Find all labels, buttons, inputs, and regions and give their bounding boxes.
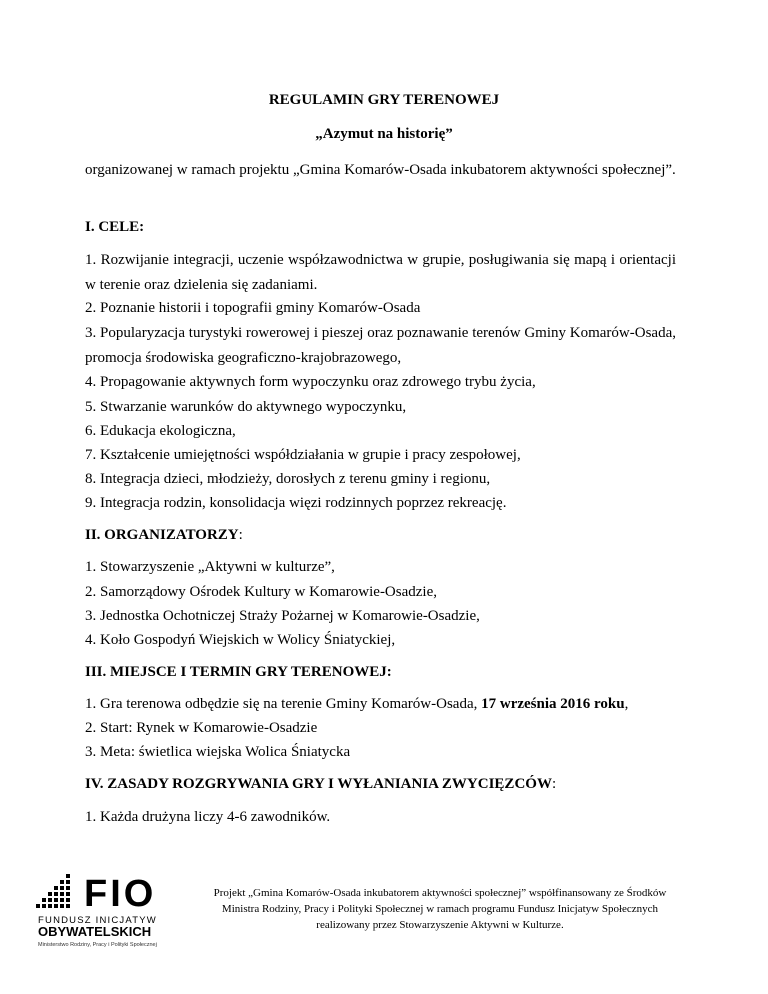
list-item: 2. Start: Rynek w Komarowie-Osadzie — [85, 720, 318, 736]
list-item: 3. Jednostka Ochotniczej Straży Pożarnej w Komarowie-Osadzie, — [85, 608, 480, 624]
document-title: REGULAMIN GRY TERENOWEJ — [268, 92, 500, 108]
fio-logo — [32, 870, 180, 950]
list-item: 7. Kształcenie umiejętności współdziałania w grupie i pracy zespołowej, — [85, 447, 521, 463]
list-item: 3. Meta: świetlica wiejska Wolica Śniatycka — [85, 744, 351, 760]
list-item: 5. Stwarzanie warunków do aktywnego wypoczynku, — [85, 399, 407, 415]
list-item: 2. Poznanie historii i topografii gminy Komarów-Osada — [85, 300, 421, 316]
svg-text:FIO: FIO — [84, 873, 157, 915]
section-heading-goals: I. CELE: — [85, 219, 145, 235]
list-item: 3. Popularyzacja turystyki rowerowej i pieszej oraz poznawanie terenów Gminy Komarów-Osada, promocja środowiska geograficzno-krajobrazowego, — [85, 325, 676, 366]
list-item: 1. Gra terenowa odbędzie się na terenie Gminy Komarów-Osada, 17 września 2016 roku, — [85, 696, 629, 712]
section-heading-place-date: III. MIEJSCE I TERMIN GRY TERENOWEJ: — [85, 664, 392, 680]
list-item: 4. Propagowanie aktywnych form wypoczynku oraz zdrowego trybu życia, — [85, 374, 536, 390]
intro-paragraph: organizowanej w ramach projektu „Gmina Komarów-Osada inkubatorem aktywności społecznej”. — [85, 162, 676, 178]
svg-text:OBYWATELSKICH: OBYWATELSKICH — [38, 924, 152, 939]
list-item: 2. Samorządowy Ośrodek Kultury w Komarowie-Osadzie, — [85, 584, 437, 600]
svg-text:Ministerstwo Rodziny, Pracy i: Ministerstwo Rodziny, Pracy i Polityki Społecznej — [38, 942, 157, 948]
list-item: 9. Integracja rodzin, konsolidacja więzi rodzinnych poprzez rekreację. — [85, 495, 507, 511]
list-item: 4. Koło Gospodyń Wiejskich w Wolicy Śniatyckiej, — [85, 632, 396, 648]
list-item: 1. Każda drużyna liczy 4-6 zawodników. — [85, 809, 331, 825]
list-item: 8. Integracja dzieci, młodzieży, dorosłych z terenu gminy i regionu, — [85, 471, 491, 487]
list-item: 6. Edukacja ekologiczna, — [85, 423, 236, 439]
section-heading-rules: IV. ZASADY ROZGRYWANIA GRY I WYŁANIANIA ZWYCIĘZCÓW: — [85, 776, 557, 792]
list-item: 1. Stowarzyszenie „Aktywni w kulturze”, — [85, 559, 335, 575]
footer-note: Projekt „Gmina Komarów-Osada inkubatorem aktywności społecznej” współfinansowany ze Środków Ministra Rodziny, Pracy i Polityki Społecznej w ramach programu Fundusz Inicjatyw Społecznych realizowany przez Stowarzyszenie Aktywni w Kulturze. — [213, 887, 667, 931]
svg-text:FUNDUSZ INICJATYW: FUNDUSZ INICJATYW — [38, 915, 157, 926]
section-heading-organizers: II. ORGANIZATORZY: — [85, 527, 243, 543]
document-subtitle: „Azymut na historię” — [315, 126, 453, 142]
list-item: 1. Rozwijanie integracji, uczenie współzawodnictwa w grupie, posługiwania się mapą i orientacji w terenie oraz dzielenia się zadaniami. — [85, 252, 676, 293]
